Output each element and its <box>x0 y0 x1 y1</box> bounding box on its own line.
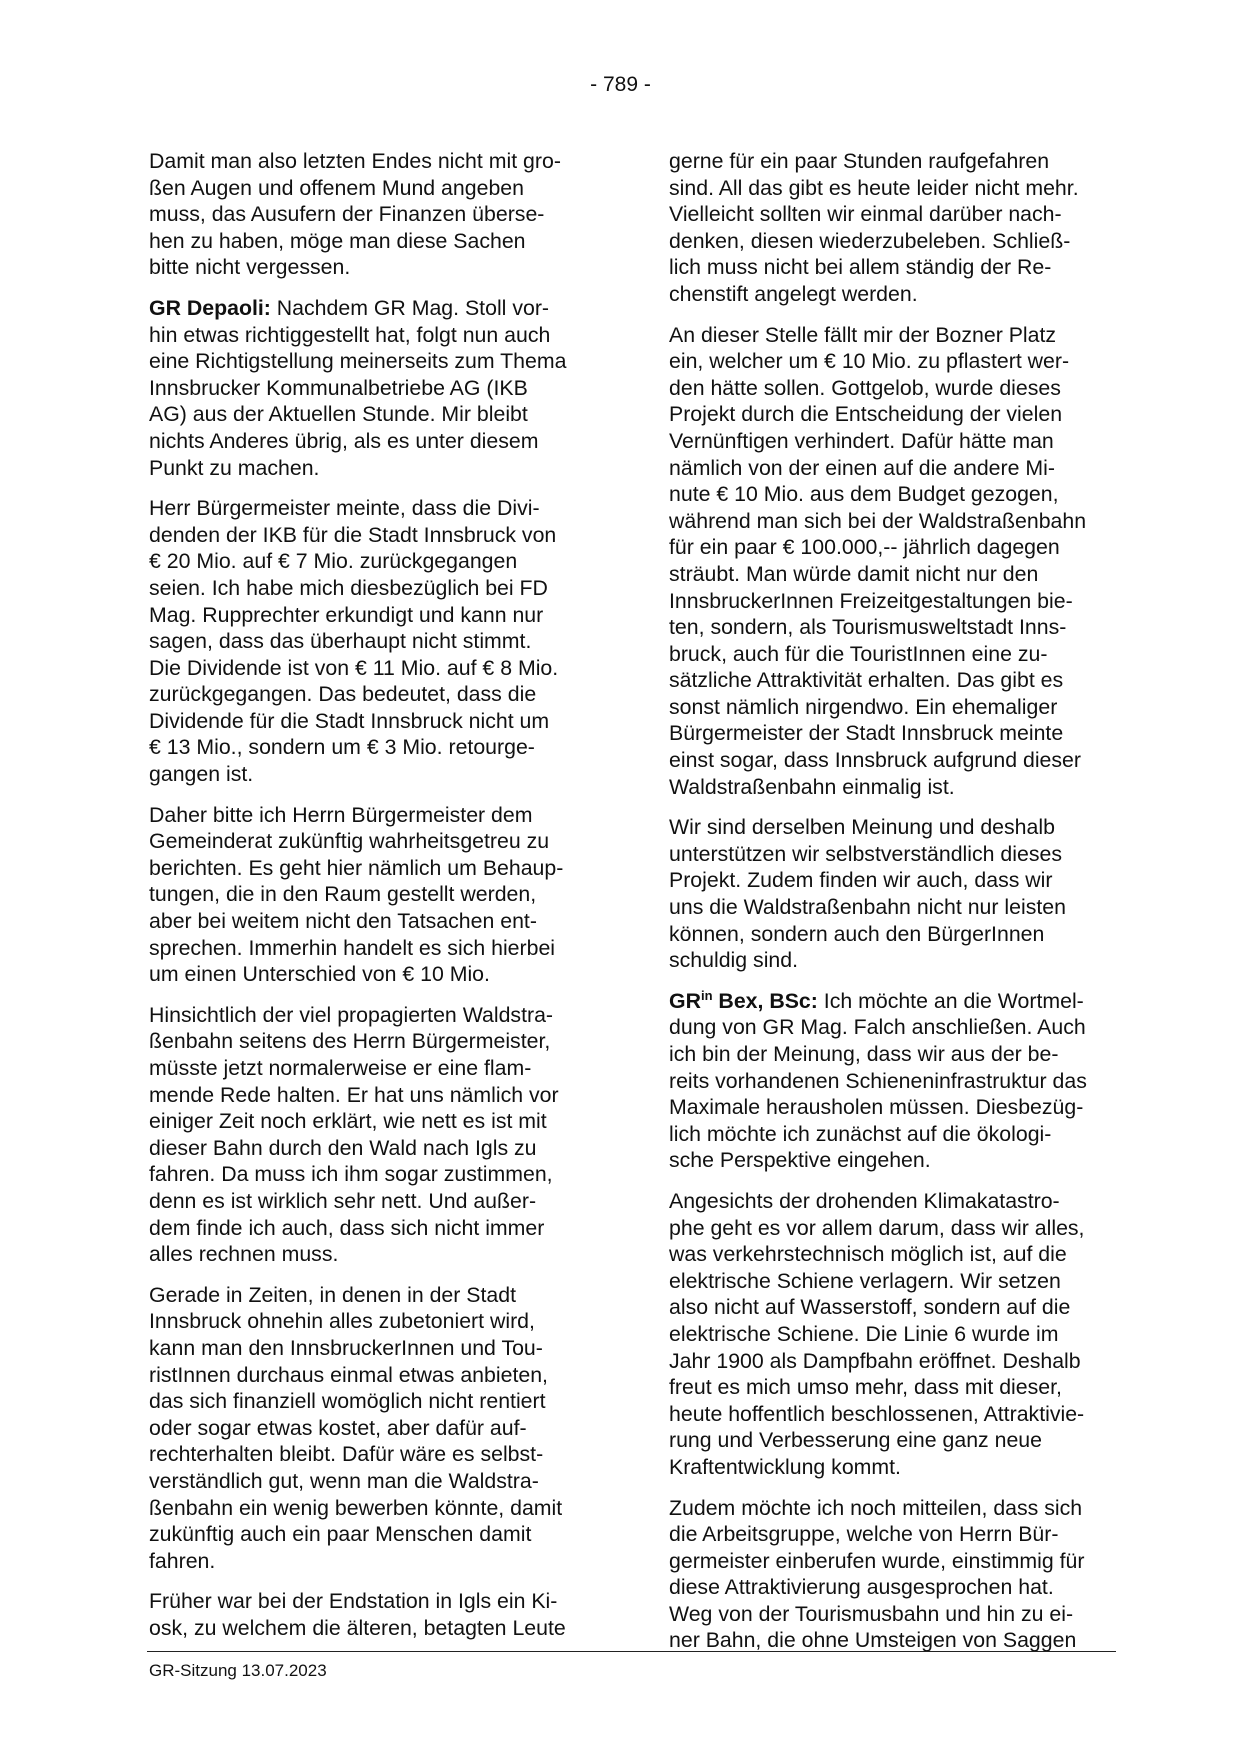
paragraph: Daher bitte ich Herrn Bürgermeister dem Gemeinderat zukünftig wahrheitsgetreu zu berichten. Es geht hier nämlich um Behaup- tungen, die in den Raum gestellt werden, aber bei weitem nicht den Tatsachen ent- sprechen. Immerhin handelt es sich hierbei um einen Unterschied von € 10 Mio. <box>149 802 564 987</box>
paragraph-text: Nachdem GR Mag. Stoll vor- hin etwas richtiggestellt hat, folgt nun auch eine Richtigstellung meinerseits zum Thema Innsbrucker Kommunalbetriebe AG (IKB AG) aus der Aktuellen Stunde. Mir bleibt nichts Anderes übrig, als es unter diesem Punkt zu machen. <box>149 295 567 480</box>
paragraph: An dieser Stelle fällt mir der Bozner Platz ein, welcher um € 10 Mio. zu pflastert wer- den hätte sollen. Gottgelob, wurde dieses Projekt durch die Entscheidung der vielen Vernünftigen verhindert. Dafür hätte man nämlich von der einen auf die andere Mi- nute € 10 Mio. aus dem Budget gezogen, während man sich bei der Waldstraßenbahn für ein paar € 100.000,-- jährlich dagegen sträubt. Man würde damit nicht nur den InnsbruckerInnen Freizeitgestaltungen bie- ten, sondern, als Tourismusweltstadt Inns- bruck, auch für die TouristInnen eine zu- sätzliche Attraktivität erhalten. Das gibt es sonst nämlich nirgendwo. Ein ehemaliger Bürgermeister der Stadt Innsbruck meinte einst sogar, dass Innsbruck aufgrund dieser Waldstraßenbahn einmalig ist. <box>669 322 1087 799</box>
left-column <box>149 148 604 1655</box>
speaker-name: GR Depaoli: <box>149 295 271 320</box>
paragraph: Gerade in Zeiten, in denen in der Stadt Innsbruck ohnehin alles zubetoniert wird, kann man den InnsbruckerInnen und Tou- ristInnen durchaus einmal etwas anbieten, das sich finanziell womöglich nicht rentiert oder sogar etwas kostet, aber dafür auf- rechterhalten bleibt. Dafür wäre es selbst- verständlich gut, wenn man die Waldstra- ßenbahn ein wenig bewerben könnte, damit zukünftig auch ein paar Menschen damit fahren. <box>149 1282 563 1573</box>
paragraph: Hinsichtlich der viel propagierten Waldstra- ßenbahn seitens des Herrn Bürgermeister, müsste jetzt normalerweise er eine flam- mende Rede halten. Er hat uns nämlich vor einiger Zeit noch erklärt, wie nett es ist mit dieser Bahn durch den Wald nach Igls zu fahren. Da muss ich ihm sogar zustimmen, denn es ist wirklich sehr nett. Und außer- dem finde ich auch, dass sich nicht immer alles rechnen muss. <box>149 1002 559 1267</box>
paragraph: gerne für ein paar Stunden raufgefahren sind. All das gibt es heute leider nicht mehr. Vielleicht sollten wir einmal darüber nach- denken, diesen wiederzubeleben. Schließ- lich muss nicht bei allem ständig der Re- chenstift angelegt werden. <box>669 149 1079 306</box>
speaker-surname: Bex, BSc: <box>712 988 818 1013</box>
paragraph: Herr Bürgermeister meinte, dass die Divi- denden der IKB für die Stadt Innsbruck von € 20 Mio. auf € 7 Mio. zurückgegangen seien. Ich habe mich diesbezüglich bei FD Mag. Rupprechter erkundigt und kann nur sagen, dass das überhaupt nicht stimmt. Die Dividende ist von € 11 Mio. auf € 8 Mio. zurückgegangen. Das bedeutet, dass die Dividende für die Stadt Innsbruck nicht um € 13 Mio., sondern um € 3 Mio. retourge- gangen ist. <box>149 496 559 787</box>
paragraph: Damit man also letzten Endes nicht mit gro- ßen Augen und offenem Mund angeben muss, das Ausufern der Finanzen überse- hen zu haben, möge man diese Sachen bitte nicht vergessen. <box>149 149 561 280</box>
speaker-title: GR <box>669 988 701 1013</box>
paragraph-text: Ich möchte an die Wortmel- dung von GR Mag. Falch anschließen. Auch ich bin der Meinung, dass wir aus der be- reits vorhandenen Schieneninfrastruktur das Maximale herausholen müssen. Diesbezüg- lich möchte ich zunächst auf die ökologi- sche Perspektive eingehen. <box>669 988 1087 1173</box>
speaker-title-superscript: in <box>700 987 713 1003</box>
footer-divider <box>147 1651 1116 1652</box>
paragraph-depaoli <box>149 295 604 481</box>
speaker-name <box>669 989 818 1013</box>
footer-session-date: GR-Sitzung 13.07.2023 <box>149 1661 327 1680</box>
page-number: - 789 - <box>590 73 651 96</box>
paragraph: Zudem möchte ich noch mitteilen, dass sich die Arbeitsgruppe, welche von Herrn Bür- germeister einberufen wurde, einstimmig für diese Attraktivierung ausgesprochen hat. Weg von der Tourismusbahn und hin zu ei- ner Bahn, die ohne Umsteigen von Saggen <box>669 1495 1085 1653</box>
paragraph: Früher war bei der Endstation in Igls ein Ki- osk, zu welchem die älteren, betagten Leute <box>149 1589 566 1640</box>
paragraph: Wir sind derselben Meinung und deshalb unterstützen wir selbstverständlich dieses Projekt. Zudem finden wir auch, dass wir uns die Waldstraßenbahn nicht nur leisten können, sondern auch den BürgerInnen schuldig sind. <box>669 815 1066 973</box>
paragraph-bex <box>669 988 1124 1174</box>
right-column <box>669 148 1124 1668</box>
paragraph: Angesichts der drohenden Klimakatastro- phe geht es vor allem darum, dass wir alles, was verkehrstechnisch möglich ist, auf die elektrische Schiene verlagern. Wir setzen also nicht auf Wasserstoff, sondern auf die elektrische Schiene. Die Linie 6 wurde im Jahr 1900 als Dampfbahn eröffnet. Deshalb freut es mich umso mehr, dass mit dieser, heute hoffentlich beschlossenen, Attraktivie- rung und Verbesserung eine ganz neue Kraftentwicklung kommt. <box>669 1188 1085 1479</box>
